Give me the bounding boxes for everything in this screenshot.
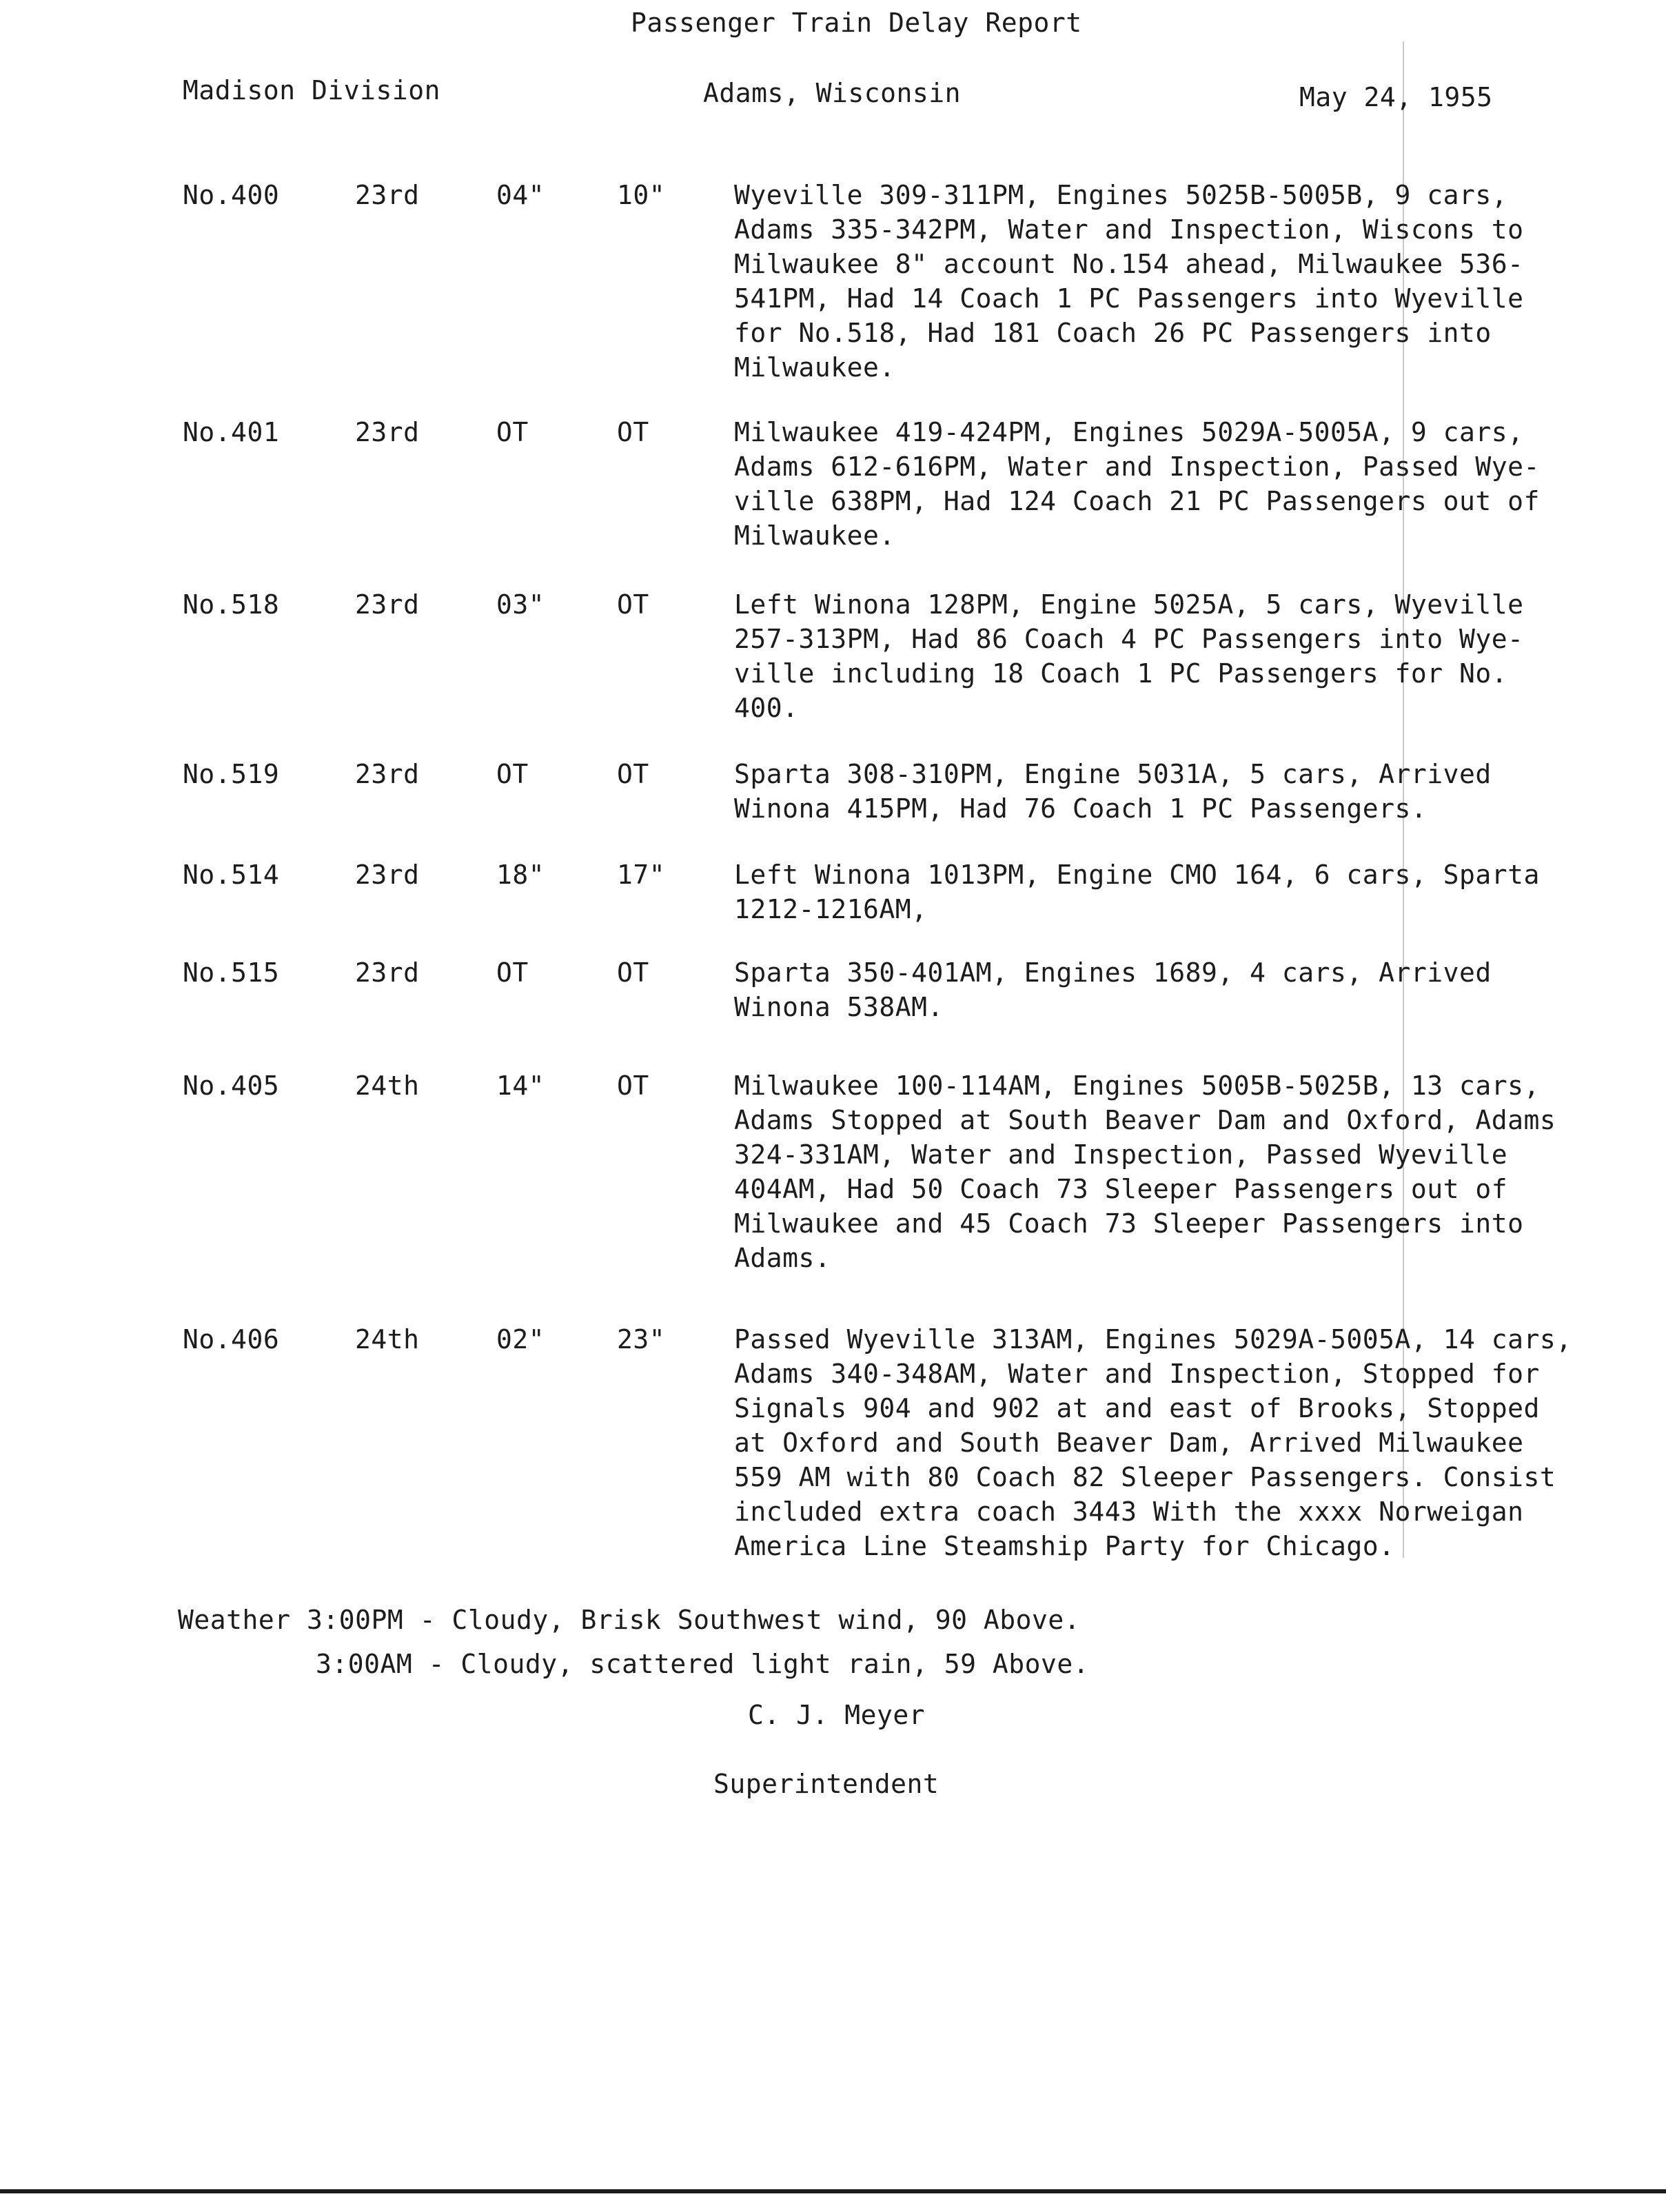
train-day: 24th: [355, 1071, 420, 1101]
train-day: 23rd: [355, 180, 420, 210]
remarks-line: included extra coach 3443 With the xxxx Norweigan: [734, 1496, 1524, 1527]
train-number: No.405: [183, 1071, 280, 1101]
bottom-rule: [0, 2189, 1666, 2193]
train-number: No.518: [183, 589, 280, 620]
remarks-line: Adams 335-342PM, Water and Inspection, Wiscons to: [734, 214, 1524, 245]
train-day: 23rd: [355, 759, 420, 789]
weather-section: [178, 1598, 1089, 1686]
train-remarks: [734, 415, 1630, 553]
remarks-line: Milwaukee and 45 Coach 73 Sleeper Passengers into: [734, 1208, 1524, 1239]
report-title: Passenger Train Delay Report: [631, 8, 1082, 38]
remarks-line: 257-313PM, Had 86 Coach 4 PC Passengers into Wye-: [734, 624, 1524, 654]
remarks-line: Sparta 350-401AM, Engines 1689, 4 cars, Arrived: [734, 957, 1492, 988]
weather-pm: 3:00PM - Cloudy, Brisk Southwest wind, 90 Above.: [307, 1605, 1081, 1635]
delay-departure: 03": [496, 589, 545, 620]
remarks-line: Sparta 308-310PM, Engine 5031A, 5 cars, Arrived: [734, 759, 1492, 789]
train-remarks: [734, 955, 1630, 1024]
remarks-line: America Line Steamship Party for Chicago.: [734, 1531, 1395, 1561]
delay-departure: OT: [496, 759, 529, 789]
location-label: Adams, Wisconsin: [703, 78, 962, 108]
train-number: No.514: [183, 860, 280, 890]
remarks-line: Milwaukee 8" account No.154 ahead, Milwaukee 536-: [734, 249, 1524, 279]
remarks-line: Left Winona 128PM, Engine 5025A, 5 cars, Wyeville: [734, 589, 1524, 620]
remarks-line: 1212-1216AM,: [734, 894, 928, 924]
remarks-line: 324-331AM, Water and Inspection, Passed Wyeville: [734, 1139, 1508, 1170]
delay-arrival: 10": [617, 180, 666, 210]
delay-departure: OT: [496, 417, 529, 447]
train-number: No.400: [183, 180, 280, 210]
train-number: No.519: [183, 759, 280, 789]
remarks-line: Adams.: [734, 1243, 831, 1273]
train-day: 23rd: [355, 860, 420, 890]
train-remarks: [734, 587, 1630, 725]
remarks-line: Milwaukee 419-424PM, Engines 5029A-5005A, 9 cars,: [734, 417, 1524, 447]
train-day: 23rd: [355, 589, 420, 620]
train-remarks: [734, 1068, 1630, 1275]
remarks-line: Adams 340-348AM, Water and Inspection, Stopped for: [734, 1359, 1540, 1389]
remarks-line: Signals 904 and 902 at and east of Brooks, Stopped: [734, 1393, 1540, 1423]
remarks-line: Adams 612-616PM, Water and Inspection, Passed Wye-: [734, 451, 1540, 482]
delay-departure: 14": [496, 1071, 545, 1101]
division-label: Madison Division: [183, 75, 441, 105]
remarks-line: 404AM, Had 50 Coach 73 Sleeper Passengers out of: [734, 1174, 1508, 1204]
weather-row-pm: [178, 1598, 1089, 1642]
train-remarks: [734, 178, 1630, 385]
train-number: No.401: [183, 417, 280, 447]
delay-arrival: OT: [617, 1071, 649, 1101]
delay-departure: 18": [496, 860, 545, 890]
remarks-line: Passed Wyeville 313AM, Engines 5029A-5005A, 14 cars,: [734, 1324, 1572, 1354]
train-day: 24th: [355, 1324, 420, 1354]
delay-departure: 02": [496, 1324, 545, 1354]
signature-title: Superintendent: [713, 1769, 939, 1799]
remarks-line: Winona 415PM, Had 76 Coach 1 PC Passengers.: [734, 793, 1428, 824]
delay-arrival: OT: [617, 589, 649, 620]
remarks-line: ville including 18 Coach 1 PC Passengers for No.: [734, 658, 1508, 689]
remarks-line: Milwaukee.: [734, 520, 895, 551]
remarks-line: Left Winona 1013PM, Engine CMO 164, 6 cars, Sparta: [734, 860, 1540, 890]
delay-arrival: OT: [617, 759, 649, 789]
weather-label: Weather: [178, 1605, 291, 1635]
delay-arrival: 23": [617, 1324, 666, 1354]
delay-arrival: OT: [617, 417, 649, 447]
weather-am: 3:00AM - Cloudy, scattered light rain, 59 Above.: [316, 1649, 1090, 1679]
train-remarks: [734, 1322, 1630, 1563]
signature-name: C. J. Meyer: [748, 1700, 926, 1730]
remarks-line: at Oxford and South Beaver Dam, Arrived Milwaukee: [734, 1428, 1524, 1458]
remarks-line: ville 638PM, Had 124 Coach 21 PC Passengers out of: [734, 486, 1540, 516]
remarks-line: Milwaukee.: [734, 352, 895, 383]
remarks-line: Wyeville 309-311PM, Engines 5025B-5005B, 9 cars,: [734, 180, 1508, 210]
train-day: 23rd: [355, 417, 420, 447]
delay-arrival: OT: [617, 957, 649, 988]
remarks-line: Adams Stopped at South Beaver Dam and Oxford, Adams: [734, 1105, 1556, 1135]
remarks-line: Winona 538AM.: [734, 992, 944, 1022]
remarks-line: for No.518, Had 181 Coach 26 PC Passengers into: [734, 318, 1492, 348]
remarks-line: 541PM, Had 14 Coach 1 PC Passengers into Wyeville: [734, 283, 1524, 314]
train-remarks: [734, 757, 1630, 826]
train-day: 23rd: [355, 957, 420, 988]
train-remarks: [734, 858, 1630, 926]
report-date: May 24, 1955: [1299, 82, 1493, 112]
delay-departure: OT: [496, 957, 529, 988]
remarks-line: 559 AM with 80 Coach 82 Sleeper Passengers. Consist: [734, 1462, 1556, 1492]
weather-row-am: [178, 1642, 1089, 1686]
delay-arrival: 17": [617, 860, 666, 890]
delay-departure: 04": [496, 180, 545, 210]
train-number: No.515: [183, 957, 280, 988]
remarks-line: 400.: [734, 693, 799, 723]
train-number: No.406: [183, 1324, 280, 1354]
remarks-line: Milwaukee 100-114AM, Engines 5005B-5025B, 13 cars,: [734, 1071, 1540, 1101]
